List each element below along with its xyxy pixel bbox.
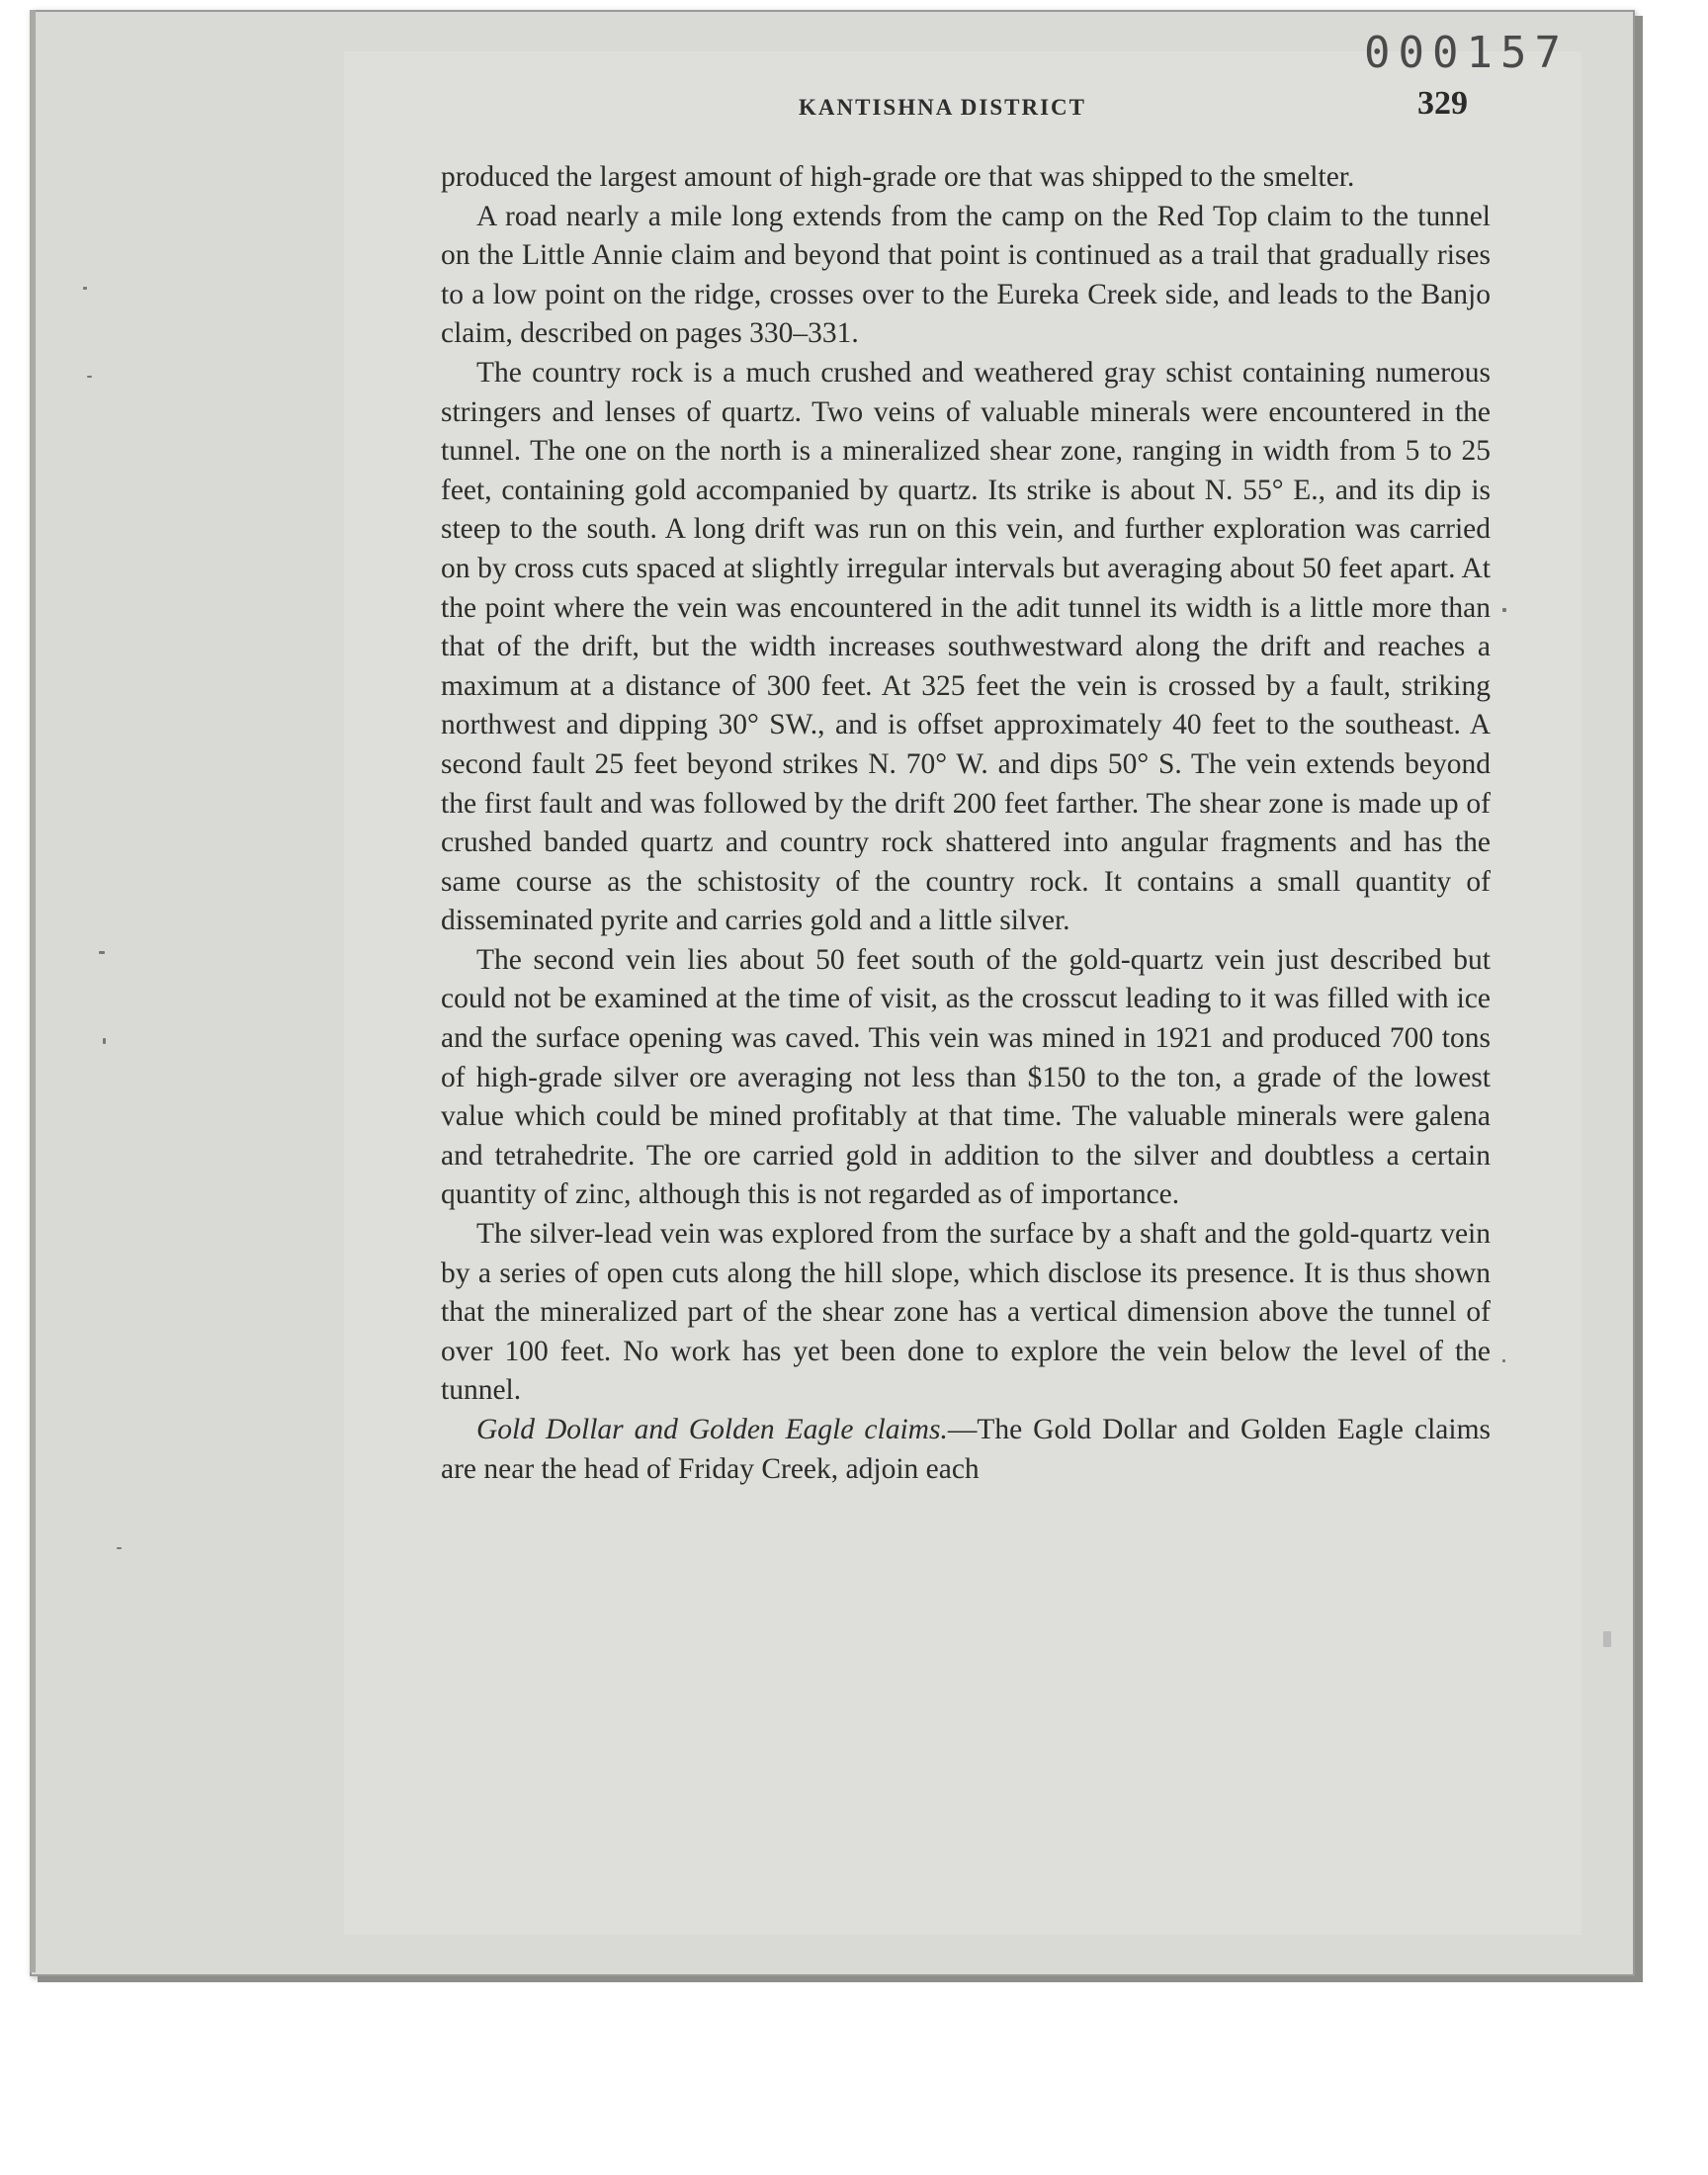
sheet-edge <box>30 10 36 1972</box>
scan-speck <box>1603 1631 1611 1647</box>
scan-speck <box>117 1547 122 1549</box>
paragraph-1: produced the largest amount of high-grade ore that was shipped to the smelter. <box>441 161 1355 193</box>
body-text <box>441 158 1491 1489</box>
section-heading: Gold Dollar and Golden Eagle claims. <box>476 1414 948 1445</box>
scan-speck <box>1502 608 1506 612</box>
scan-speck <box>1502 1359 1505 1362</box>
paragraph-5: The silver-lead vein was explored from the surface by a shaft and the gold-quartz vein by a series of open cuts along the hill slope, which disclose its presence. It is thus shown that the mineralized part of the shear zone has a vertical dimension above the tunnel of over 100 feet. No work has yet been done to explore the vein below the level of the tunnel. <box>441 1218 1491 1407</box>
scan-speck <box>99 951 105 954</box>
paragraph-2: A road nearly a mile long extends from the camp on the Red Top claim to the tunnel on the Little Annie claim and beyond that point is continued as a trail that gradually rises to a low point on the ridge, crosses over to the Eureka Creek side, and leads to the Banjo claim, described on pages 330–331. <box>441 200 1491 350</box>
scan-speck <box>87 376 92 378</box>
running-head: KANTISHNA DISTRICT <box>799 95 1086 120</box>
paragraph-6 <box>441 1411 1491 1489</box>
scan-speck <box>103 1038 106 1044</box>
stamp-number: 000157 <box>1364 28 1569 78</box>
page-number: 329 <box>1417 85 1468 122</box>
paragraph-3: The country rock is a much crushed and weathered gray schist containing numerous stringers and lenses of quartz. Two veins of valuable minerals were encountered in the tunnel. The one on the north is a mineralized shear zone, ranging in width from 5 to 25 feet, containing gold accompanied by quartz. Its strike is about N. 55° E., and its dip is steep to the south. A long drift was run on this vein, and further exploration was carried on by cross cuts spaced at slightly irregular intervals but averaging about 50 feet apart. At the point where the vein was encountered in the adit tunnel its width is a little more than that of the drift, but the width increases southwestward along the drift and reaches a maximum at a distance of 300 feet. At 325 feet the vein is crossed by a fault, striking northwest and dipping 30° SW., and is offset approximately 40 feet to the southeast. A second fault 25 feet beyond strikes N. 70° W. and dips 50° S. The vein extends beyond the first fault and was followed by the drift 200 feet farther. The shear zone is made up of crushed banded quartz and country rock shattered into angular fragments and has the same course as the schistosity of the country rock. It contains a small quantity of disseminated pyrite and carries gold and a little silver. <box>441 356 1491 937</box>
scan-speck <box>83 287 87 290</box>
section-text: —The Gold Dollar and Golden Eagle claims are near the head of Friday Creek, adjoin each <box>441 1414 1491 1485</box>
paragraph-4: The second vein lies about 50 feet south of the gold-quartz vein just described but could not be examined at the time of visit, as the crosscut leading to it was filled with ice and the surface opening was caved. This vein was mined in 1921 and produced 700 tons of high-grade silver ore averaging not less than $150 to the ton, a grade of the lowest value which could be mined profitably at that time. The valuable minerals were galena and tetrahedrite. The ore carried gold in addition to the silver and doubtless a certain quantity of zinc, although this is not regarded as of importance. <box>441 943 1491 1211</box>
